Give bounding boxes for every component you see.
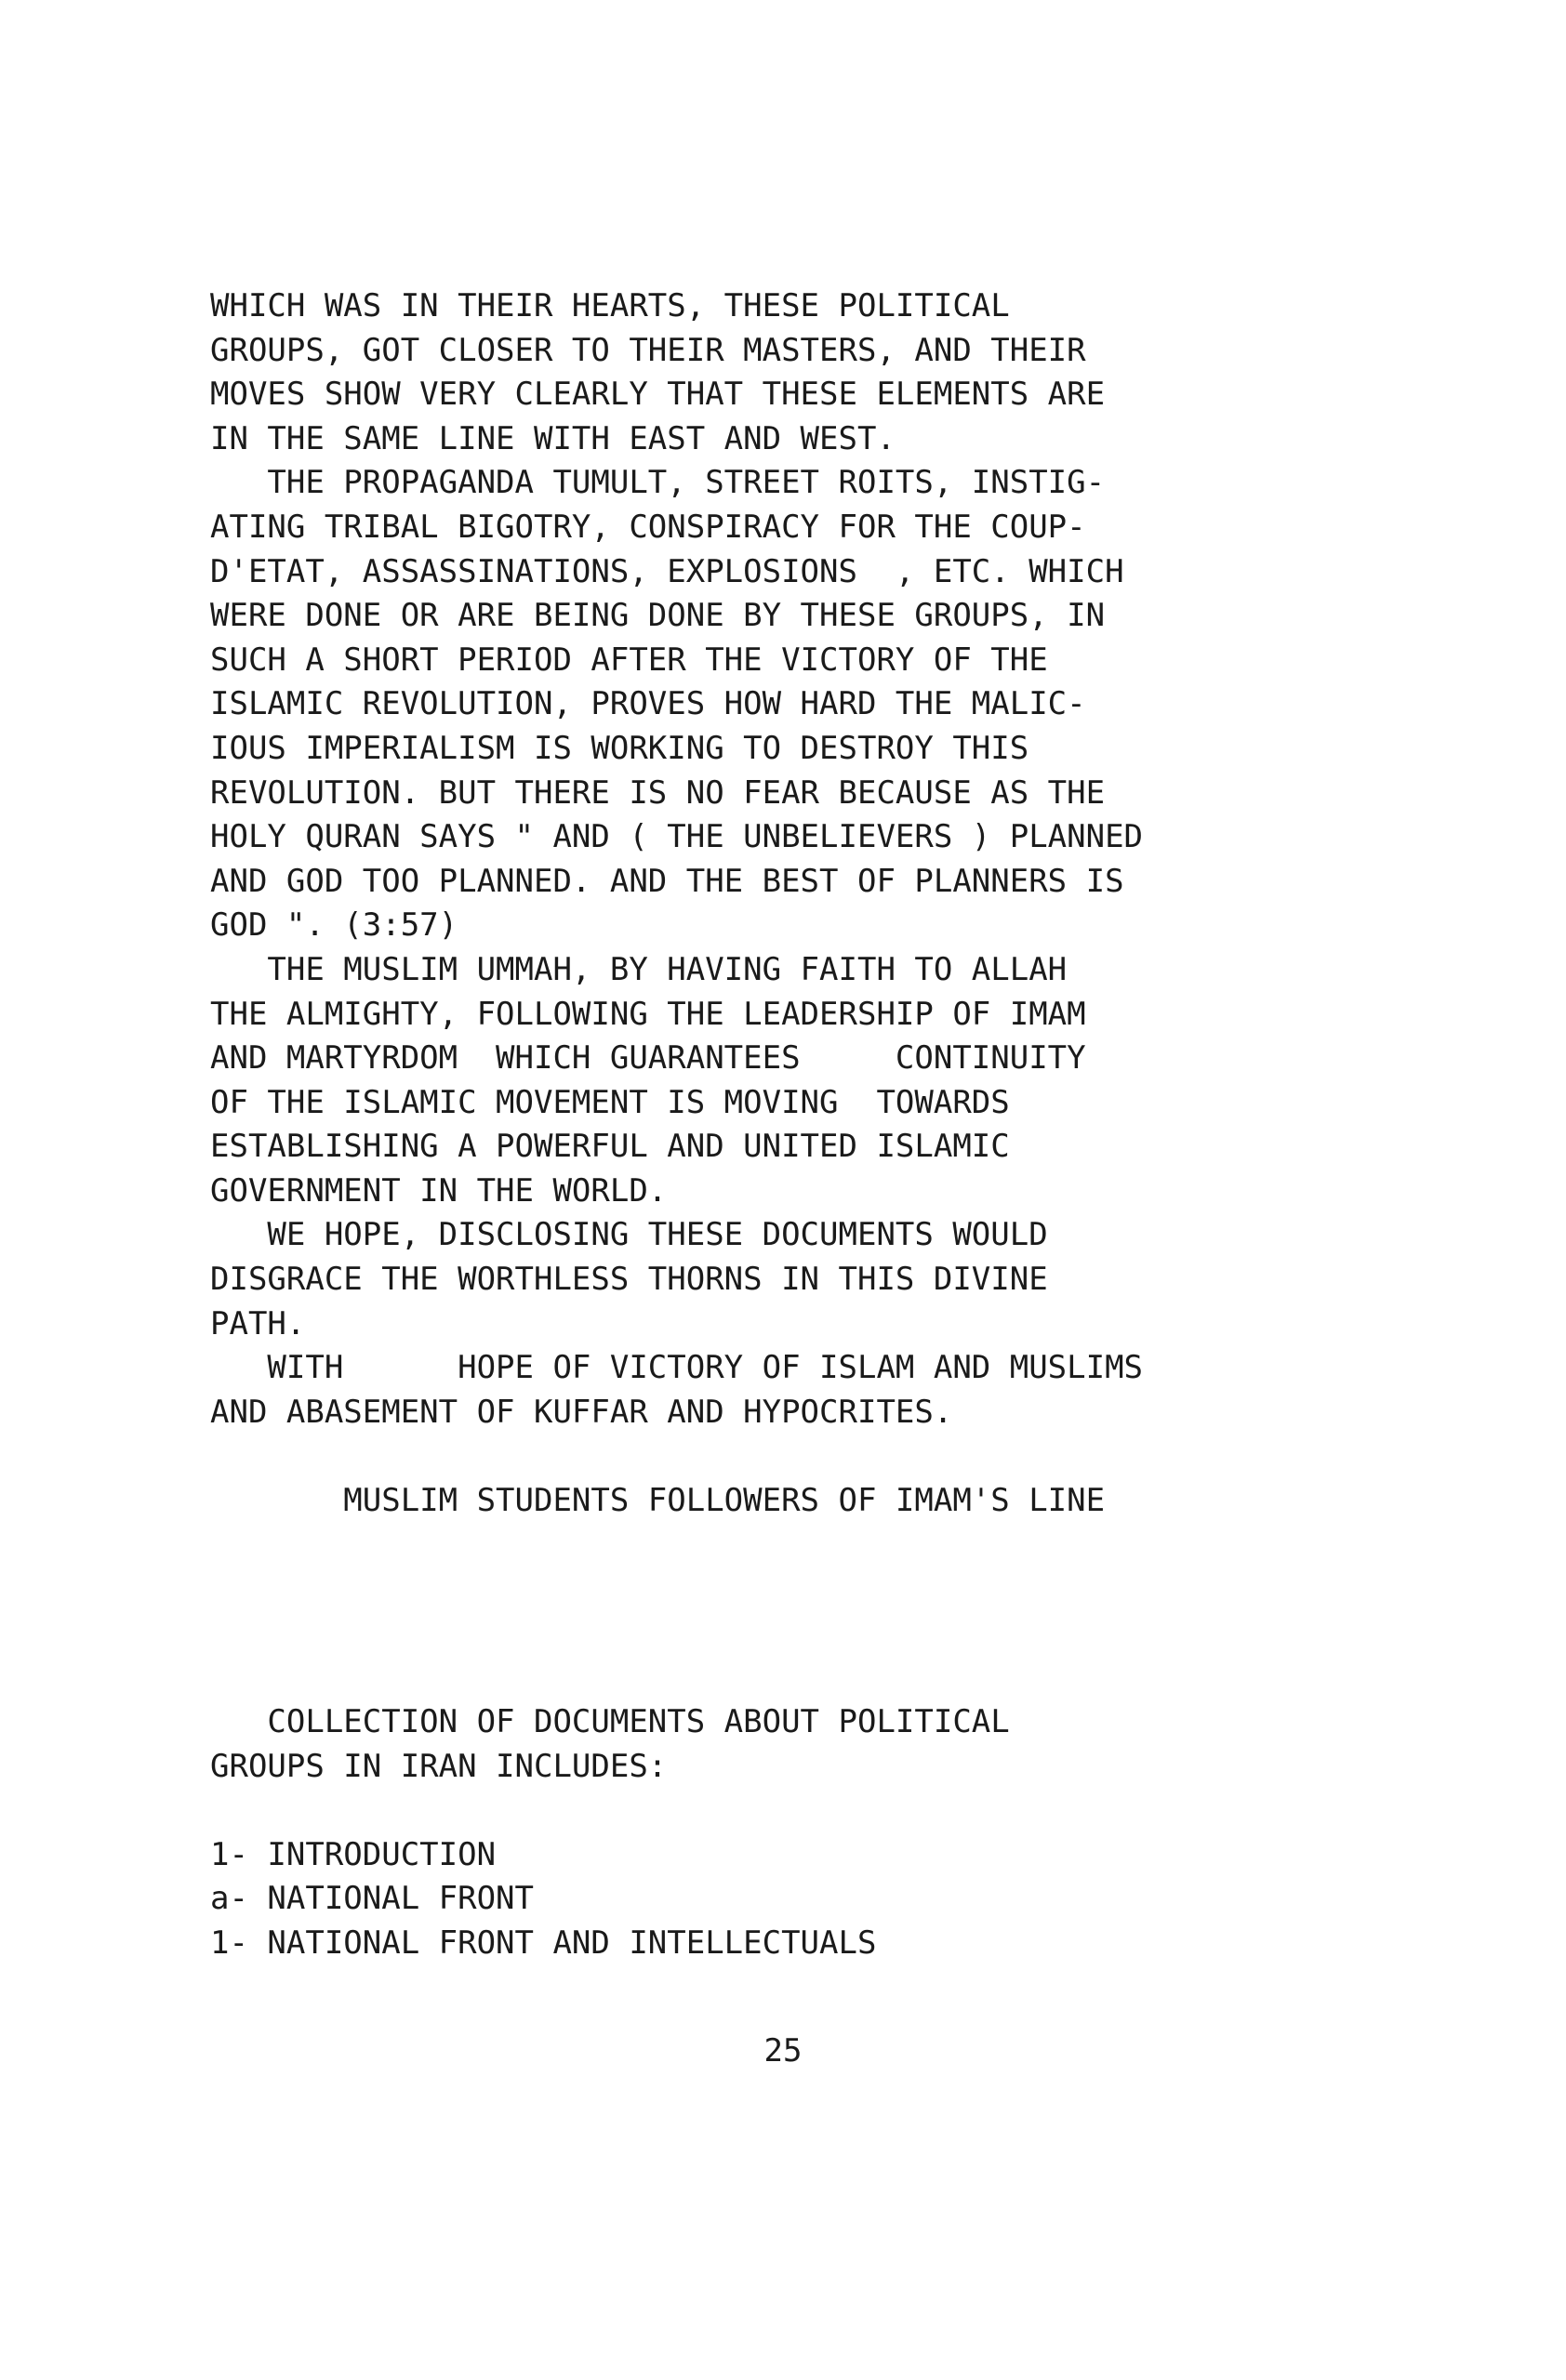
text-line: MOVES SHOW VERY CLEARLY THAT THESE ELEMENTS ARE	[210, 376, 1106, 414]
blank-line	[210, 1656, 1326, 1700]
text-line: THE MUSLIM UMMAH, BY HAVING FAITH TO ALLAH	[210, 950, 1068, 988]
text-line: WE HOPE, DISCLOSING THESE DOCUMENTS WOULD	[210, 1216, 1048, 1254]
text-line: ESTABLISHING A POWERFUL AND UNITED ISLAMIC	[210, 1128, 1010, 1166]
text-line: THE ALMIGHTY, FOLLOWING THE LEADERSHIP OF IMAM	[210, 995, 1086, 1033]
blank-line	[210, 1612, 1326, 1657]
body-text	[210, 284, 1326, 1966]
text-line: GOVERNMENT IN THE WORLD.	[210, 1171, 668, 1210]
contents-list-item: 1- INTRODUCTION	[210, 1835, 497, 1873]
text-line: HOLY QURAN SAYS " AND ( THE UNBELIEVERS ) PLANNED	[210, 818, 1144, 856]
text-line: REVOLUTION. BUT THERE IS NO FEAR BECAUSE AS THE	[210, 774, 1106, 812]
text-line: THE PROPAGANDA TUMULT, STREET ROITS, INSTIG-	[210, 464, 1106, 502]
blank-line	[210, 1435, 1326, 1479]
text-line: IOUS IMPERIALISM IS WORKING TO DESTROY THIS	[210, 729, 1029, 767]
text-line: ISLAMIC REVOLUTION, PROVES HOW HARD THE MALIC-	[210, 685, 1086, 723]
text-line: DISGRACE THE WORTHLESS THORNS IN THIS DIVINE	[210, 1261, 1048, 1299]
text-line: GOD ". (3:57)	[210, 906, 458, 945]
contents-list-item: a- NATIONAL FRONT	[210, 1880, 534, 1918]
text-line: SUCH A SHORT PERIOD AFTER THE VICTORY OF THE	[210, 641, 1048, 679]
text-line: OF THE ISLAMIC MOVEMENT IS MOVING TOWARDS	[210, 1083, 1010, 1121]
page-number: 25	[763, 2032, 803, 2069]
text-line: AND MARTYRDOM WHICH GUARANTEES CONTINUITY	[210, 1039, 1086, 1078]
text-line: WHICH WAS IN THEIR HEARTS, THESE POLITICAL	[210, 287, 1010, 324]
contents-list-item: 1- NATIONAL FRONT AND INTELLECTUALS	[210, 1924, 877, 1962]
text-line: AND ABASEMENT OF KUFFAR AND HYPOCRITES.	[210, 1393, 953, 1431]
text-line: WERE DONE OR ARE BEING DONE BY THESE GROUPS, IN	[210, 597, 1106, 635]
blank-line	[210, 1567, 1326, 1612]
collection-heading-line: GROUPS IN IRAN INCLUDES:	[210, 1747, 668, 1785]
text-line: WITH HOPE OF VICTORY OF ISLAM AND MUSLIMS	[210, 1349, 1144, 1387]
text-line: GROUPS, GOT CLOSER TO THEIR MASTERS, AND THEIR	[210, 331, 1086, 369]
text-line: IN THE SAME LINE WITH EAST AND WEST.	[210, 419, 896, 457]
blank-line	[210, 1789, 1326, 1833]
text-line: ATING TRIBAL BIGOTRY, CONSPIRACY FOR THE COUP-	[210, 508, 1086, 546]
text-line: D'ETAT, ASSASSINATIONS, EXPLOSIONS , ETC. WHICH	[210, 552, 1124, 590]
collection-heading-line: COLLECTION OF DOCUMENTS ABOUT POLITICAL	[210, 1703, 1010, 1740]
text-line: AND GOD TOO PLANNED. AND THE BEST OF PLANNERS IS	[210, 862, 1124, 900]
signature-line: MUSLIM STUDENTS FOLLOWERS OF IMAM'S LINE	[210, 1482, 1106, 1520]
blank-line	[210, 1524, 1326, 1568]
text-line: PATH.	[210, 1304, 306, 1342]
